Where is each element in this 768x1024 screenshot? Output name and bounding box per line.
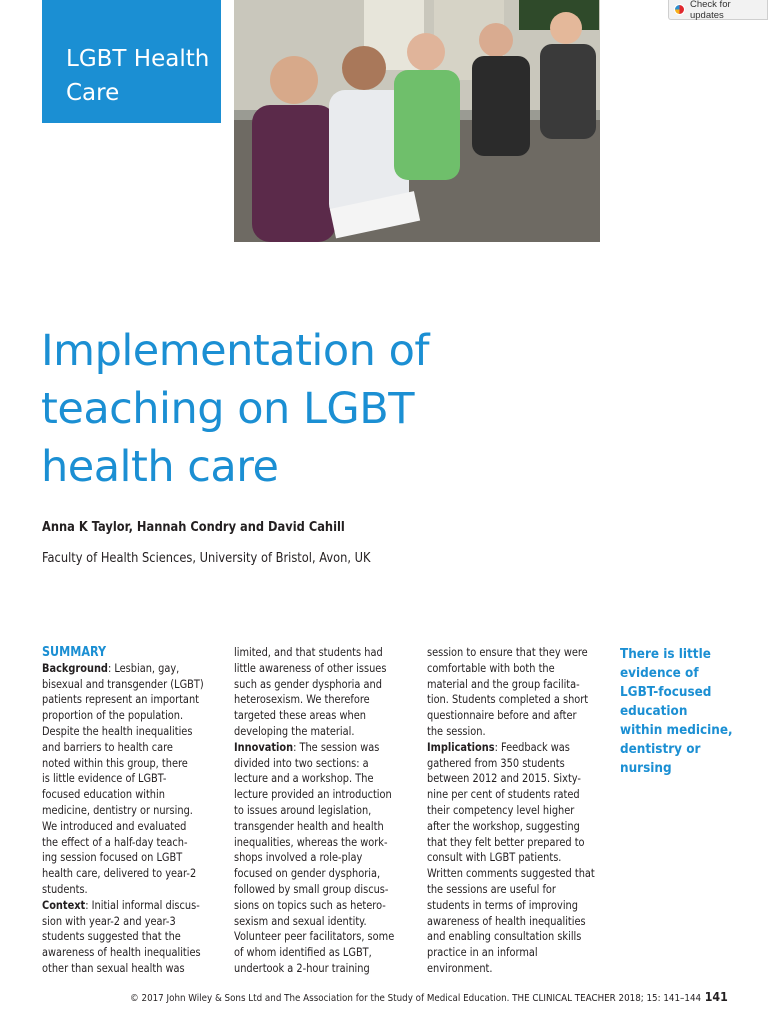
summary-line xyxy=(234,677,397,693)
summary-line xyxy=(234,756,397,772)
summary-text: students in terms of improving xyxy=(427,897,578,912)
summary-text: followed by small group discus- xyxy=(234,881,389,896)
summary-line xyxy=(427,819,590,835)
pull-quote xyxy=(620,645,764,778)
summary-text: : Feedback was xyxy=(494,739,570,754)
summary-text: between 2012 and 2015. Sixty- xyxy=(427,771,581,786)
pull-quote-line: dentistry or xyxy=(620,742,701,757)
summary-line xyxy=(42,803,205,819)
title-line: health care xyxy=(41,442,279,492)
summary-heading: SUMMARY xyxy=(42,645,107,660)
summary-line xyxy=(42,740,205,756)
summary-text: divided into two sections: a xyxy=(234,755,369,770)
page-footer xyxy=(130,990,728,1004)
summary-text: their competency level higher xyxy=(427,802,575,817)
summary-text: We introduced and evaluated xyxy=(42,818,187,833)
summary-text: focused on gender dysphoria, xyxy=(234,866,381,881)
summary-text: : Initial informal discus- xyxy=(85,897,200,912)
summary-line xyxy=(234,929,397,945)
summary-line xyxy=(427,740,590,756)
summary-line xyxy=(234,945,397,961)
summary-text: practice in an informal xyxy=(427,945,538,960)
summary-text: proportion of the population. xyxy=(42,708,184,723)
summary-text: health care, delivered to year-2 xyxy=(42,866,197,881)
summary-line xyxy=(42,692,205,708)
summary-text: Volunteer peer facilitators, some xyxy=(234,929,395,944)
summary-line xyxy=(234,866,397,882)
authors: Anna K Taylor, Hannah Condry and David Cahill xyxy=(42,520,345,535)
summary-text: Written comments suggested that xyxy=(427,866,595,881)
summary-line xyxy=(42,914,205,930)
summary-text: focused education within xyxy=(42,787,165,802)
summary-line xyxy=(427,724,590,740)
summary-line xyxy=(234,692,397,708)
summary-text: the session. xyxy=(427,723,486,738)
summary-line xyxy=(42,850,205,866)
summary-line xyxy=(234,740,397,756)
summary-line xyxy=(427,661,590,677)
summary-text: Despite the health inequalities xyxy=(42,723,193,738)
summary-text: bisexual and transgender (LGBT) xyxy=(42,676,204,691)
summary-text: ing session focused on LGBT xyxy=(42,850,183,865)
summary-line xyxy=(234,850,397,866)
summary-line xyxy=(42,898,205,914)
summary-text: noted within this group, there xyxy=(42,755,188,770)
summary-subheading: Innovation xyxy=(234,739,294,754)
crossmark-icon xyxy=(674,4,685,15)
summary-column-3 xyxy=(427,645,595,977)
summary-line xyxy=(234,898,397,914)
pull-quote-line: nursing xyxy=(620,761,672,776)
summary-line xyxy=(427,929,590,945)
summary-subheading: Implications xyxy=(427,739,495,754)
summary-text: is little evidence of LGBT- xyxy=(42,771,167,786)
summary-line xyxy=(234,835,397,851)
footer-copyright: © 2017 John Wiley & Sons Ltd and The Association for the Study of Medical Education. THE CLINICAL TEACHER 2018; 15: 141–144 xyxy=(130,993,702,1004)
summary-text: comfortable with both the xyxy=(427,660,555,675)
summary-line xyxy=(234,771,397,787)
summary-line xyxy=(42,787,205,803)
summary-line xyxy=(42,929,205,945)
summary-text: session to ensure that they were xyxy=(427,645,588,659)
summary-line xyxy=(427,945,590,961)
summary-text: the sessions are useful for xyxy=(427,881,556,896)
summary-text: little awareness of other issues xyxy=(234,660,387,675)
summary-line xyxy=(427,756,590,772)
pull-quote-line: LGBT-focused xyxy=(620,685,712,700)
summary-line xyxy=(42,661,205,677)
summary-text: shops involved a role-play xyxy=(234,850,363,865)
summary-line xyxy=(42,819,205,835)
title-line: teaching on LGBT xyxy=(41,384,414,434)
title-line: Implementation of xyxy=(41,326,430,376)
pull-quote-line: There is little xyxy=(620,647,711,662)
summary-line xyxy=(427,692,590,708)
summary-text: sion with year-2 and year-3 xyxy=(42,913,176,928)
summary-line xyxy=(234,961,397,977)
summary-line xyxy=(427,882,590,898)
section-label: LGBT Health Care xyxy=(66,46,210,106)
summary-subheading: Background xyxy=(42,660,108,675)
check-for-updates-label: Check for updates xyxy=(689,0,731,21)
pull-quote-line: education xyxy=(620,704,688,719)
summary-text: nine per cent of students rated xyxy=(427,787,580,802)
summary-text: : The session was xyxy=(293,739,380,754)
summary-text: to issues around legislation, xyxy=(234,802,372,817)
summary-text: medicine, dentistry or nursing. xyxy=(42,802,193,817)
summary-text: students. xyxy=(42,881,88,896)
summary-text: limited, and that students had xyxy=(234,645,383,659)
summary-text: consult with LGBT patients. xyxy=(427,850,562,865)
summary-line xyxy=(427,898,590,914)
summary-text: such as gender dysphoria and xyxy=(234,676,382,691)
summary-line xyxy=(234,661,397,677)
summary-text: after the workshop, suggesting xyxy=(427,818,580,833)
summary-text: the effect of a half-day teach- xyxy=(42,834,188,849)
summary-line xyxy=(234,645,397,661)
summary-text: material and the group facilita- xyxy=(427,676,580,691)
summary-line xyxy=(234,803,397,819)
summary-text: other than sexual health was xyxy=(42,960,185,975)
summary-line xyxy=(427,708,590,724)
summary-text: tion. Students completed a short xyxy=(427,692,589,707)
summary-line xyxy=(42,882,205,898)
summary-line xyxy=(42,677,205,693)
affiliation: Faculty of Health Sciences, University of Bristol, Avon, UK xyxy=(42,551,371,566)
summary-text: heterosexism. We therefore xyxy=(234,692,370,707)
summary-line xyxy=(234,882,397,898)
summary-line xyxy=(427,850,590,866)
summary-line xyxy=(42,835,205,851)
summary-text: transgender health and health xyxy=(234,818,384,833)
summary-line xyxy=(427,914,590,930)
summary-text: developing the material. xyxy=(234,723,355,738)
summary-subheading: Context xyxy=(42,897,86,912)
summary-line xyxy=(427,866,595,882)
summary-text: of whom identified as LGBT, xyxy=(234,945,372,960)
summary-line xyxy=(42,756,205,772)
summary-line xyxy=(427,835,590,851)
summary-text: inequalities, whereas the work- xyxy=(234,834,388,849)
page-number: 141 xyxy=(704,990,728,1004)
summary-line xyxy=(427,645,590,661)
summary-line xyxy=(427,677,590,693)
summary-text: undertook a 2-hour training xyxy=(234,960,370,975)
summary-line xyxy=(42,724,205,740)
section-label-box xyxy=(42,0,221,123)
summary-text: : Lesbian, gay, xyxy=(107,660,180,675)
summary-line xyxy=(234,819,397,835)
summary-text: and barriers to health care xyxy=(42,739,173,754)
summary-text: environment. xyxy=(427,960,493,975)
summary-line xyxy=(234,708,397,724)
summary-text: that they felt better prepared to xyxy=(427,834,585,849)
summary-text: awareness of health inequalities xyxy=(42,945,201,960)
summary-text: students suggested that the xyxy=(42,929,181,944)
summary-line xyxy=(42,866,205,882)
summary-column-2 xyxy=(234,645,397,977)
summary-text: patients represent an important xyxy=(42,692,199,707)
summary-line xyxy=(42,945,205,961)
summary-line xyxy=(42,771,205,787)
summary-line xyxy=(42,961,205,977)
pull-quote-line: evidence of xyxy=(620,666,699,681)
summary-text: gathered from 350 students xyxy=(427,755,565,770)
summary-line xyxy=(234,787,397,803)
summary-line xyxy=(427,787,590,803)
check-for-updates-button[interactable] xyxy=(668,0,768,20)
summary-line xyxy=(427,771,590,787)
summary-text: and enabling consultation skills xyxy=(427,929,582,944)
summary-text: sions on topics such as hetero- xyxy=(234,897,386,912)
summary-line xyxy=(42,708,205,724)
summary-line xyxy=(42,645,205,661)
summary-line xyxy=(427,803,590,819)
classroom-photo xyxy=(234,0,600,242)
summary-text: awareness of health inequalities xyxy=(427,913,586,928)
summary-text: targeted these areas when xyxy=(234,708,366,723)
summary-text: lecture provided an introduction xyxy=(234,787,392,802)
summary-column-1 xyxy=(42,645,205,977)
article-title xyxy=(41,322,561,496)
summary-line xyxy=(234,914,397,930)
summary-text: lecture and a workshop. The xyxy=(234,771,374,786)
summary-text: questionnaire before and after xyxy=(427,708,577,723)
pull-quote-line: within medicine, xyxy=(620,723,733,738)
summary-line xyxy=(234,724,397,740)
summary-text: sexism and sexual identity. xyxy=(234,913,367,928)
summary-line xyxy=(427,961,590,977)
